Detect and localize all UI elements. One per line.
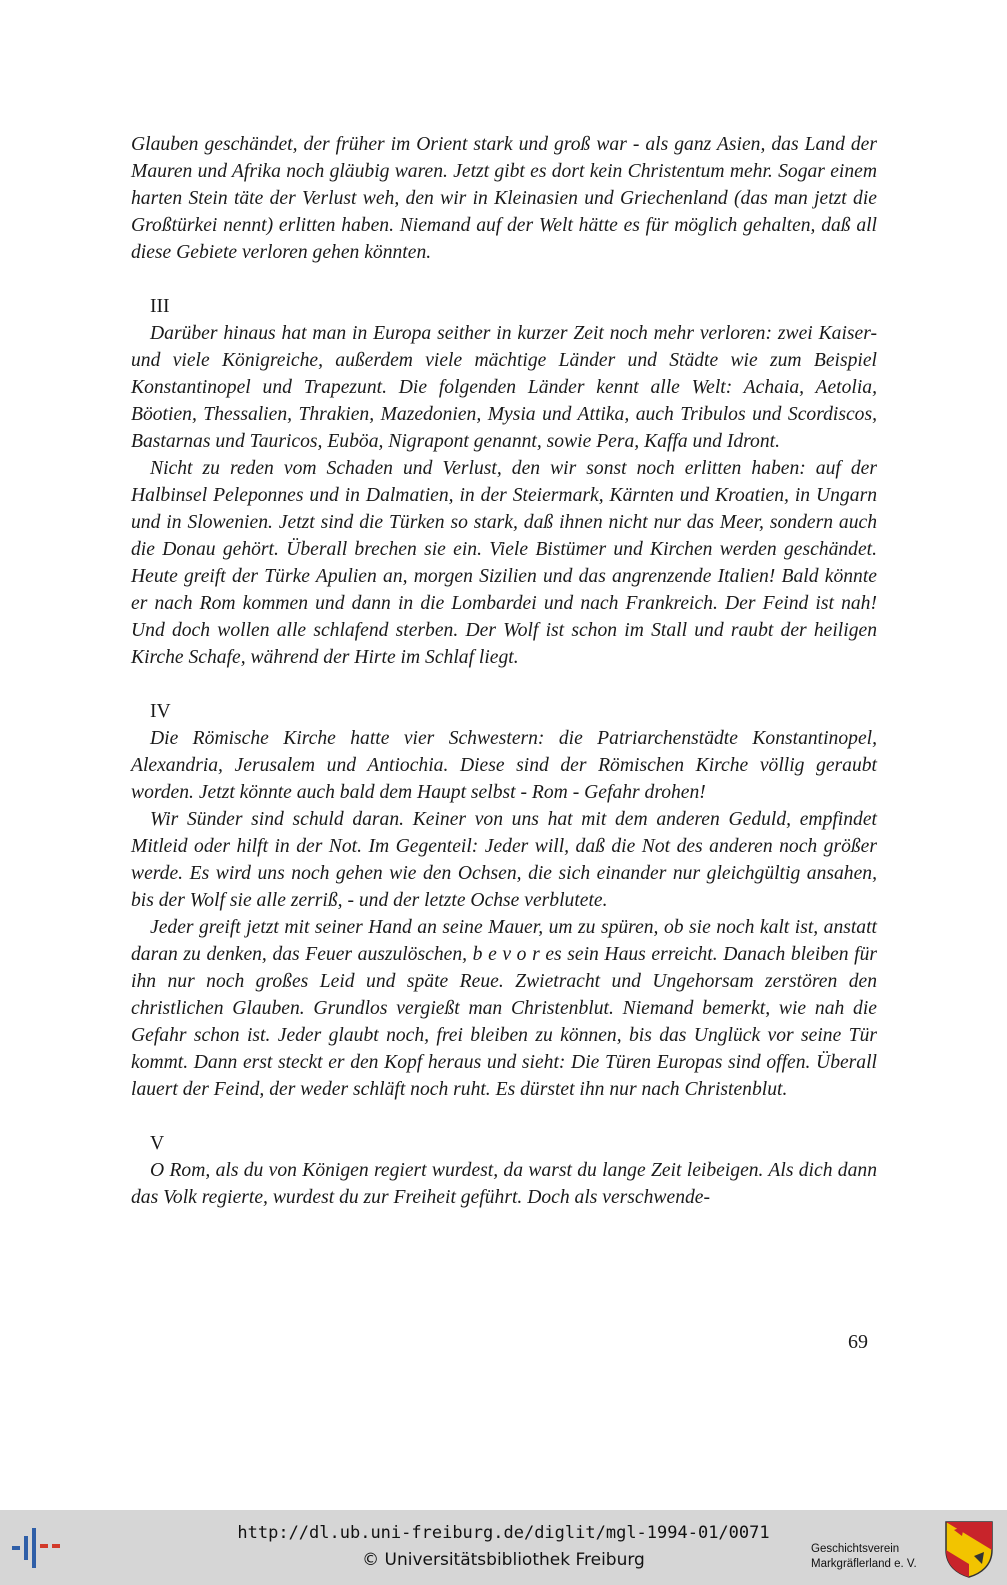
footer-bar (0, 1510, 1007, 1585)
section-number: III (150, 296, 170, 317)
society-line2: Markgräflerland e. V. (811, 1558, 917, 1570)
paragraph: Jeder greift jetzt mit seiner Hand an seine Mauer, um zu spüren, ob sie noch kalt ist, anstatt daran zu denken, das Feuer auszulöschen, b e v o r es sein Haus erreicht. Danach bleiben für ihn nur noch großes Leid und späte Reue. Zwietracht und Ungehorsam zerstören den christlichen Glauben. Grundlos vergießt man Christenblut. Niemand bemerkt, wie nah die Gefahr schon ist. Jeder glaubt noch, frei bleiben zu können, bis das Unglück vor seine Tür kommt. Dann erst steckt er den Kopf heraus und sieht: Die Türen Europas sind offen. Überall lauert der Feind, der weder schläft noch ruht. Es dürstet ihn nur nach Christenblut. (131, 917, 877, 1100)
paragraph: Wir Sünder sind schuld daran. Keiner von uns hat mit dem anderen Geduld, empfindet Mitleid oder hilft in der Not. Im Gegenteil: Jeder will, daß die Not des anderen noch größer werde. Es wird uns noch gehen wie den Ochsen, die sich einander nur gleichgültig ansahen, bis der Wolf sie alle zerriß, - und der letzte Ochse verblutete. (131, 809, 877, 911)
paragraph: Darüber hinaus hat man in Europa seither in kurzer Zeit noch mehr verloren: zwei Kaiser- und viele Königreiche, außerdem viele mächtige Länder und Städte wie zum Beispiel Konstantinopel und Trapezunt. Die folgenden Länder kennt alle Welt: Achaia, Aetolia, Böotien, Thessalien, Thrakien, Mazedonien, Mysia und Attika, auch Tribulos und Scordiscos, Bastarnas und Tauricos, Euböa, Nigrapont genannt, sowie Pera, Kaffa und Idront. (131, 323, 877, 452)
society-crest-icon (944, 1520, 994, 1578)
paragraph: O Rom, als du von Königen regiert wurdest, da warst du lange Zeit leibeigen. Als dich dann das Volk regierte, wurdest du zur Freiheit geführt. Doch als verschwende- (131, 1160, 877, 1208)
body-text (131, 131, 877, 1211)
paragraph: Die Römische Kirche hatte vier Schwestern: die Patriarchenstädte Konstantinopel, Alexandria, Jerusalem und Antiochia. Diese sind der Römischen Kirche völlig geraubt worden. Jetzt könnte auch bald dem Haupt selbst - Rom - Gefahr drohen! (131, 728, 877, 803)
section-number: V (150, 1133, 165, 1154)
page-number: 69 (848, 1331, 868, 1353)
paragraph: Glauben geschändet, der früher im Orient stark und groß war - als ganz Asien, das Land der Mauren und Afrika noch gläubig waren. Jetzt gibt es dort kein Christentum mehr. Sogar einem harten Stein täte der Verlust weh, den wir in Kleinasien und Griechenland (das man jetzt die Großtürkei nennt) erlitten haben. Niemand auf der Welt hätte es für möglich gehalten, daß all diese Gebiete verloren gehen könnten. (131, 134, 877, 263)
section-number: IV (150, 701, 171, 722)
society-line1: Geschichtsverein (811, 1543, 900, 1555)
paragraph: Nicht zu reden vom Schaden und Verlust, den wir sonst noch erlitten haben: auf der Halbinsel Peleponnes und in Dalmatien, in der Steiermark, Kärnten und Kroatien, in Ungarn und in Slowenien. Jetzt sind die Türken so stark, daß ihnen nicht nur das Meer, sondern auch die Donau gehört. Überall brechen sie ein. Viele Bistümer und Kirchen werden geschändet. Heute greift der Türke Apulien an, morgen Sizilien und das angrenzende Italien! Bald könnte er nach Rom kommen und dann in die Lombardei und nach Frankreich. Der Feind ist nah! Und doch wollen alle schlafend sterben. Der Wolf ist schon im Stall und raubt der heiligen Kirche Schafe, während der Hirte im Schlaf liegt. (131, 458, 877, 668)
footer-url-link[interactable]: http://dl.ub.uni-freiburg.de/diglit/mgl-1994-01/0071 (237, 1523, 770, 1543)
society-name (811, 1542, 931, 1572)
footer-copyright: © Universitätsbibliothek Freiburg (362, 1550, 645, 1570)
